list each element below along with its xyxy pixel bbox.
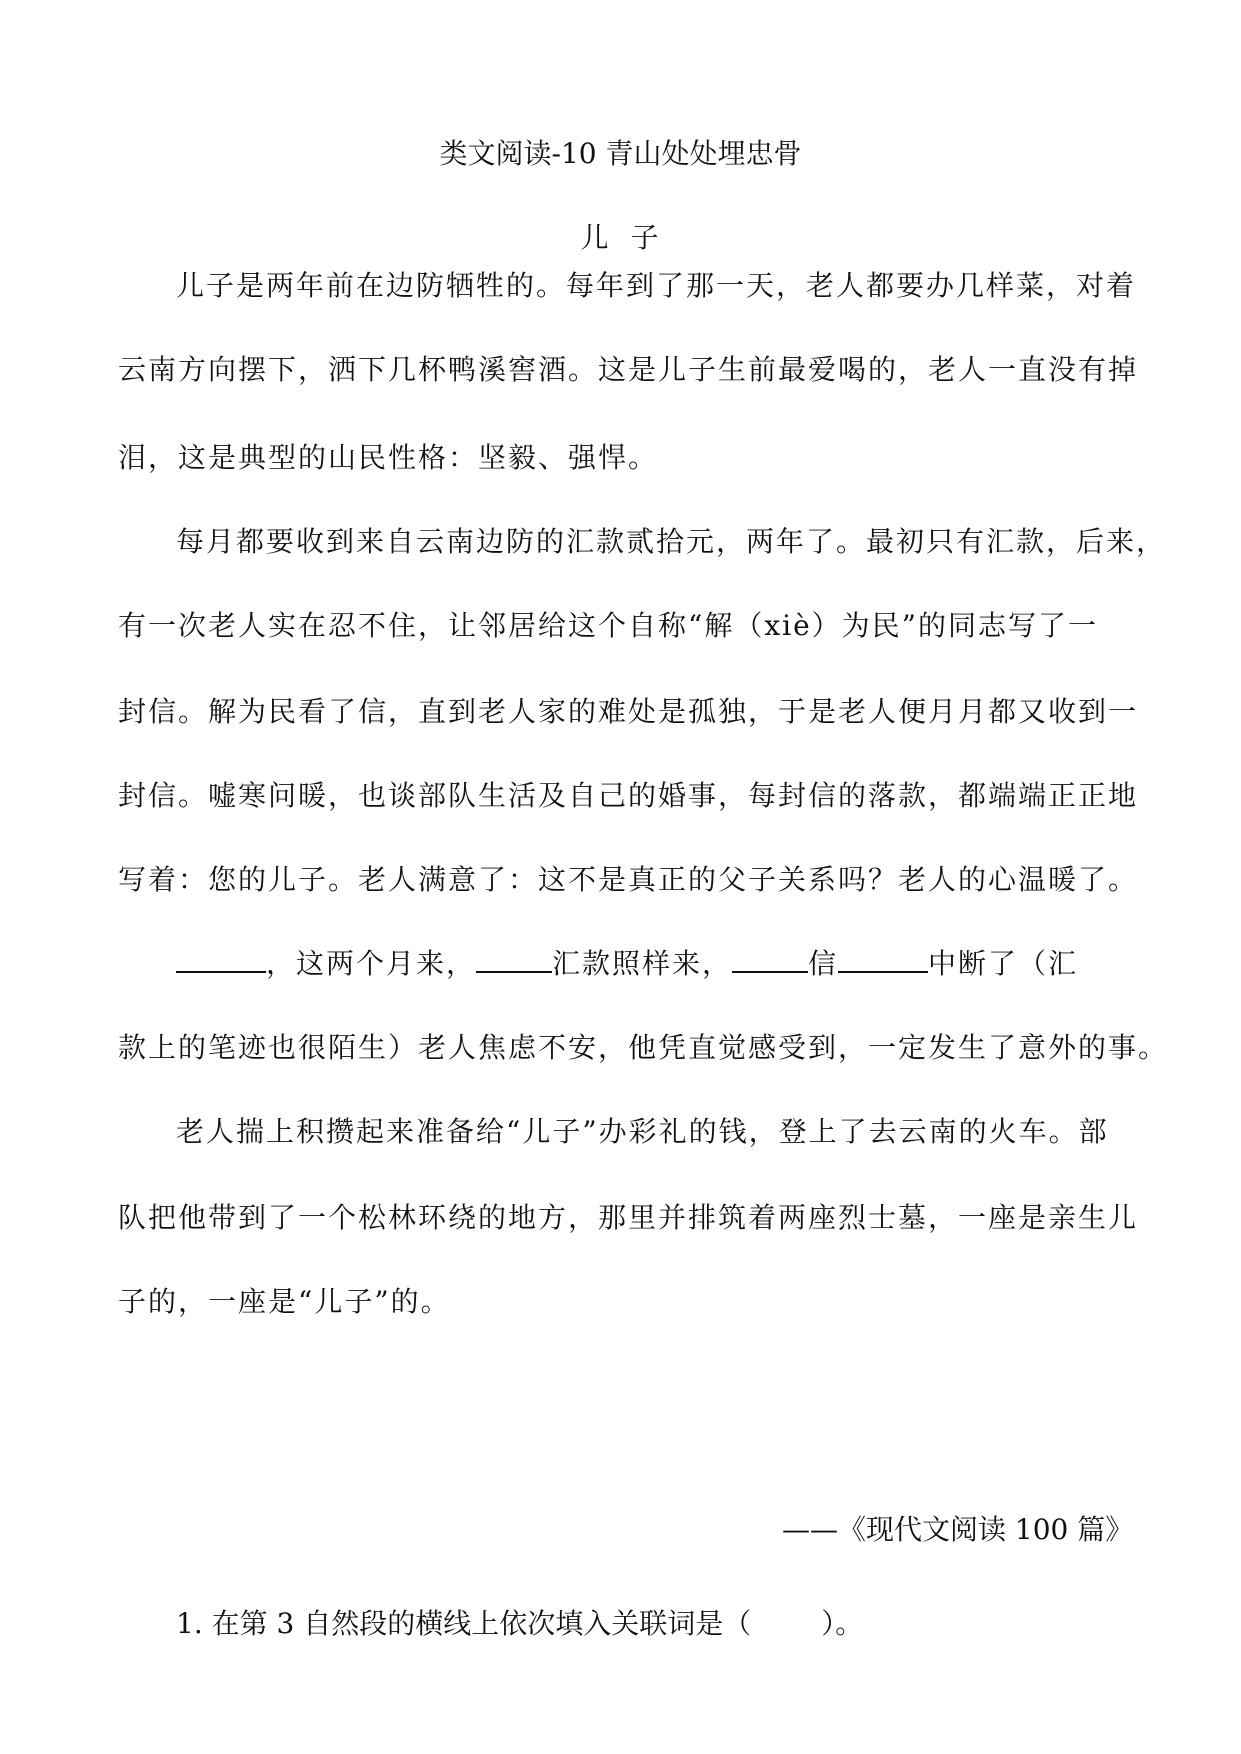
paragraph-3-line-2: 款上的笔迹也很陌生）老人焦虑不安，他凭直觉感受到，一定发生了意外的事。 — [118, 1031, 1169, 1064]
paragraph-3-line-1 — [176, 946, 1078, 982]
paragraph-2-line-4: 封信。嘘寒问暖，也谈部队生活及自己的婚事，每封信的落款，都端端正正地 — [118, 779, 1139, 812]
paragraph-1-line-3: 泪，这是典型的山民性格：坚毅、强悍。 — [118, 441, 659, 474]
paragraph-4-line-2: 队把他带到了一个松林环绕的地方，那里并排筑着两座烈士墓，一座是亲生儿 — [118, 1201, 1139, 1234]
paragraph-1-line-1: 儿子是两年前在边防牺牲的。每年到了那一天，老人都要办几样菜，对着 — [176, 269, 1137, 302]
paragraph-4-line-1: 老人揣上积攒起来准备给“儿子”办彩礼的钱，登上了去云南的火车。部 — [176, 1115, 1109, 1148]
question-1-end: ）。 — [821, 1607, 864, 1640]
document-title: 类文阅读-10 青山处处埋忠骨 — [439, 137, 802, 170]
paragraph-2-line-3: 封信。解为民看了信，直到老人家的难处是孤独，于是老人便月月都又收到一 — [118, 695, 1139, 728]
paragraph-4-line-3: 子的，一座是“儿子”的。 — [118, 1285, 451, 1318]
question-1-text: 1. 在第 3 自然段的横线上依次填入关联词是（ — [176, 1607, 752, 1640]
fill-blank-3[interactable] — [732, 947, 808, 973]
paragraph-2-line-1: 每月都要收到来自云南边防的汇款贰拾元，两年了。最初只有汇款，后来， — [176, 525, 1167, 558]
fill-blank-1[interactable] — [176, 947, 266, 973]
paragraph-2-line-2: 有一次老人实在忍不住，让邻居给这个自称“解（xiè）为民”的同志写了一 — [118, 609, 1098, 642]
fill-blank-4[interactable] — [838, 947, 928, 973]
paragraph-3-text-3: 信 — [808, 947, 839, 980]
source-citation: ——《现代文阅读 100 篇》 — [782, 1513, 1134, 1546]
paragraph-2-line-5: 写着：您的儿子。老人满意了：这不是真正的父子关系吗？老人的心温暖了。 — [118, 863, 1139, 896]
paragraph-3-text-1: ，这两个月来， — [266, 947, 477, 980]
paragraph-3-text-4: 中断了（汇 — [928, 947, 1079, 980]
paragraph-1-line-2: 云南方向摆下，洒下几杯鸭溪窖酒。这是儿子生前最爱喝的，老人一直没有掉 — [118, 353, 1139, 386]
fill-blank-2[interactable] — [476, 947, 552, 973]
paragraph-3-text-2: 汇款照样来， — [552, 947, 733, 980]
question-1 — [176, 1606, 863, 1642]
story-title: 儿子 — [580, 221, 681, 254]
